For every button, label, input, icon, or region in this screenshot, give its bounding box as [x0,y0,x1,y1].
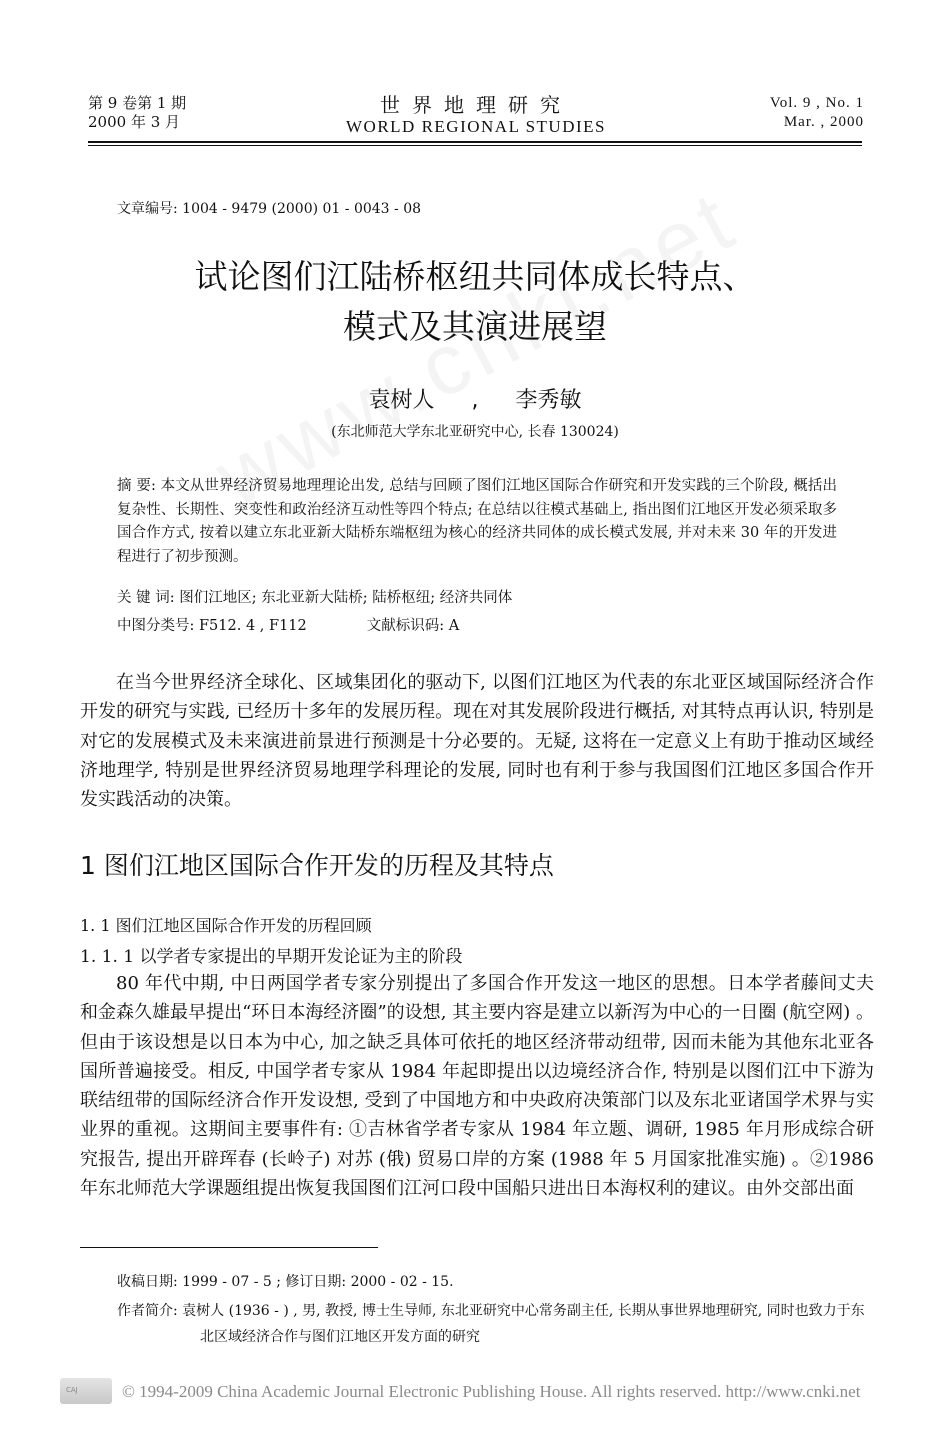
publisher-logo-icon: CAJ [60,1378,112,1404]
section-heading-1: 1 图们江地区国际合作开发的历程及其特点 [80,851,554,880]
keywords: 关 键 词: 图们江地区; 东北亚新大陆桥; 陆桥枢纽; 经济共同体 [117,590,513,606]
date-cn: 2000 年 3 月 [88,113,181,131]
volume-issue-en: Vol. 9 , No. 1 [769,95,864,111]
title-line-1: 试论图们江陆桥枢纽共同体成长特点、 [194,257,756,296]
paper-title [60,252,890,352]
footer-copyright: © 1994-2009 China Academic Journal Electronic Publishing House. All rights reserved. http://www.cnki.net [122,1382,861,1401]
volume-issue-cn: 第 9 卷第 1 期 [88,94,187,112]
clc-number: 中图分类号: F512. 4 , F112 [117,618,307,634]
header-rule-thin [88,145,862,146]
affiliation: (东北师范大学东北亚研究中心, 长春 130024) [331,424,619,440]
section-heading-1-1: 1. 1 图们江地区国际合作开发的历程回顾 [80,916,372,935]
intro-paragraph: 在当今世界经济全球化、区域集团化的驱动下, 以图们江地区为代表的东北亚区域国际经济合作开发的研究与实践, 已经历十多年的发展历程。现在对其发展阶段进行概括, 对其特点再认识, 特别是对它的发展模式及未来演进前景进行预测是十分必要的。无疑, 这将在一定意义上有助于推动区域经济地理学, 特别是世界经济贸易地理学科理论的发展, 同时也有利于参与我国图们江地区多国合作开发实践活动的决策。 [80,672,874,811]
header-right [770,94,864,132]
footnote-author: 作者简介: 袁树人 (1936 - ) , 男, 教授, 博士生导师, 东北亚研究中心常务副主任, 长期从事世界地理研究, 同时也致力于东北区域经济合作与图们江地区开发方面的研究 [117,1303,865,1345]
journal-name-en: WORLD REGIONAL STUDIES [346,117,606,136]
footnote-rule [80,1247,378,1248]
page-footer [60,1378,950,1408]
document-code: 文献标识码: A [366,618,460,634]
header-center [88,94,864,138]
authors: 袁树人 , 李秀敏 [368,388,582,413]
title-line-2: 模式及其演进展望 [343,307,607,346]
journal-header [88,94,864,144]
article-number: 文章编号: 1004 - 9479 (2000) 01 - 0043 - 08 [117,201,422,217]
journal-name-cn: 世界地理研究 [380,93,572,117]
classification-line [117,614,837,635]
abstract: 摘 要: 本文从世界经济贸易地理理论出发, 总结与回顾了图们江地区国际合作研究和开发实践的三个阶段, 概括出复杂性、长期性、突变性和政治经济互动性等四个特点; 在总结以往模式基础上, 指出图们江地区开发必须采取多国合作方式, 按着以建立东北亚新大陆桥东端枢纽为核心的经济共同体的成长模式发展, 并对未来 30 年的开发进程进行了初步预测。 [117,478,837,565]
section-heading-1-1-1: 1. 1. 1 以学者专家提出的早期开发论证为主的阶段 [80,947,463,967]
footnote-received: 收稿日期: 1999 - 07 - 5 ; 修订日期: 2000 - 02 - 15. [117,1274,454,1290]
body-paragraph: 80 年代中期, 中日两国学者专家分别提出了多国合作开发这一地区的思想。日本学者藤间丈夫和金森久雄最早提出“环日本海经济圈”的设想, 其主要内容是建立以新泻为中心的一日圈 (航空网) 。但由于该设想是以日本为中心, 加之缺乏具体可依托的地区经济带动纽带, 因而未能为其他东北亚各国所普遍接受。相反, 中国学者专家从 1984 年起即提出以边境经济合作, 特别是以图们江中下游为联结纽带的国际经济合作开发设想, 受到了中国地方和中央政府决策部门以及东北亚诸国学术界与实业界的重视。这期间主要事件有: ①吉林省学者专家从 1984 年立题、调研, 1985 年月形成综合研究报告, 提出开辟珲春 (长岭子) 对苏 (俄) 贸易口岸的方案 (1988 年 5 月国家批准实施) 。②1986 年东北师范大学课题组提出恢复我国图们江河口段中国船只进出日本海权利的建议。由外交部出面 [80,973,874,1200]
date-en: Mar. , 2000 [783,114,864,130]
header-rule-thick [88,141,862,143]
